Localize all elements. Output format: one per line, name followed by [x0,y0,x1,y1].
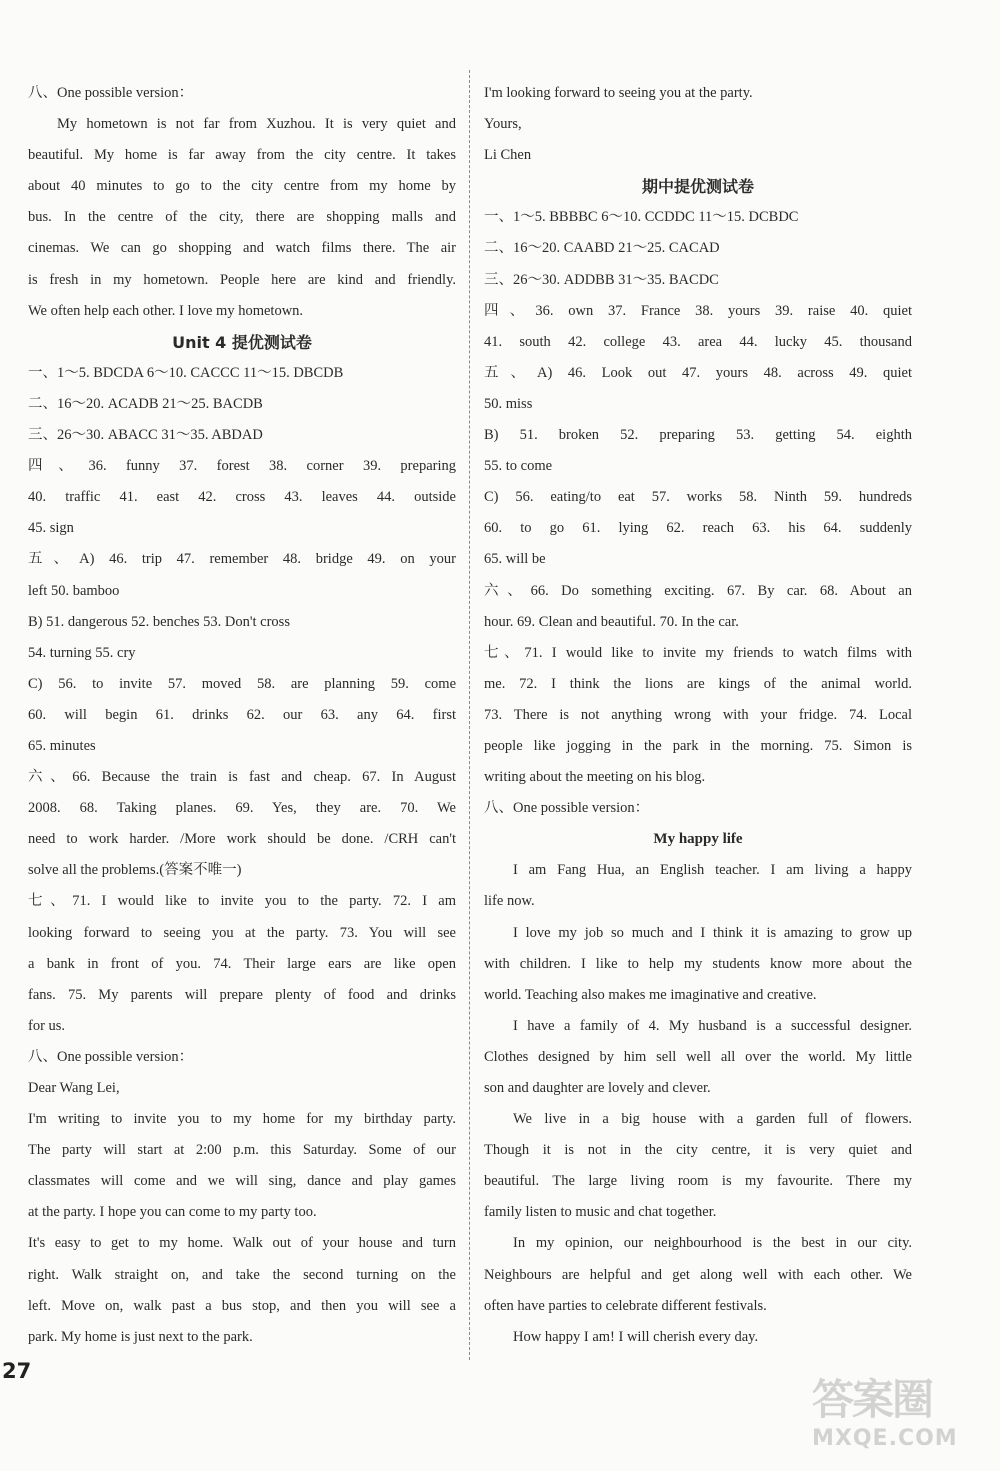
answer-line: 65. will be [484,551,546,568]
answer-line: 60. will begin 61. drinks 62. our 63. any 64. first [28,706,456,723]
essay-line: How happy I am! I will cherish every day. [513,1328,759,1345]
answer-line: looking forward to seeing you at the party. 73. You will see [28,924,456,941]
essay-line: Clothes designed by him sell well all over the world. My little [484,1048,912,1065]
answer-line: writing about the meeting on his blog. [484,769,706,786]
letter-line: The party will start at 2:00 p.m. this Saturday. Some of our [28,1142,456,1159]
essay-line: Though it is not in the city centre, it is very quiet and [484,1142,912,1159]
letter-line: Li Chen [484,147,532,164]
answer-line: 60. to go 61. lying 62. reach 63. his 64. suddenly [484,520,912,537]
answer-line: B) 51. dangerous 52. benches 53. Don't cross [28,613,290,630]
answer-line: 55. to come [484,458,553,475]
essay-line: is fresh in my hometown. People here are kind and friendly. [28,271,456,288]
answer-line: 二、16～20. ACADB 21～25. BACDB [28,395,263,412]
answer-line: 41. south 42. college 43. area 44. lucky 45. thousand [484,333,912,350]
essay-line: beautiful. My home is far away from the city centre. It takes [28,147,456,164]
answer-line: 40. traffic 41. east 42. cross 43. leaves 44. outside [28,489,456,506]
essay-line: son and daughter are lovely and clever. [484,1080,711,1096]
essay-line: I have a family of 4. My husband is a successful designer. [513,1017,912,1034]
letter-line: I'm looking forward to seeing you at the party. [484,85,753,101]
answer-line: 七、71. I would like to invite my friends to watch films with [484,644,912,661]
essay-line: cinemas. We can go shopping and watch films there. The air [28,240,456,257]
essay-line: world. Teaching also makes me imaginative and creative. [484,986,817,1003]
essay-line: Neighbours are helpful and get along well with each other. We [484,1266,912,1283]
essay-line: often have parties to celebrate different festivals. [484,1297,767,1314]
midterm-title: 期中提优测试卷 [641,177,754,197]
unit4-title: Unit 4 提优测试卷 [172,332,312,352]
answer-line: solve all the problems.(答案不唯一) [28,862,242,879]
answer-line: 四、36. own 37. France 38. yours 39. raise 40. quiet [484,302,912,319]
answer-line: 2008. 68. Taking planes. 69. Yes, they are. 70. We [28,800,456,817]
page-number: 27 [2,1359,32,1383]
answer-line: for us. [28,1017,66,1034]
essay-line: In my opinion, our neighbourhood is the best in our city. [513,1235,912,1252]
answer-line: 三、26～30. ABACC 31～35. ABDAD [28,427,263,444]
essay-line: with children. I like to help my students know more about the [484,955,912,972]
column-divider [469,70,470,1360]
essay-line: about 40 minutes to go to the city centre from my home by [28,178,456,195]
answer-line: 七、71. I would like to invite you to the party. 72. I am [28,893,456,910]
watermark-logo: 答案圈 [812,1375,933,1424]
letter-line: park. My home is just next to the park. [28,1328,253,1345]
answer-line: 六、66. Because the train is fast and cheap. 67. In August [28,769,456,786]
answer-line: C) 56. to invite 57. moved 58. are planning 59. come [28,675,456,692]
letter-line: It's easy to get to my home. Walk out of your house and turn [28,1235,456,1252]
answer-line: B) 51. broken 52. preparing 53. getting 54. eighth [484,427,912,444]
section-heading: 八、One possible version： [484,800,650,817]
answer-line: 50. miss [484,395,533,412]
essay-line: life now. [484,893,535,910]
letter-line: Yours, [484,116,522,133]
answer-line: 三、26～30. ADDBB 31～35. BACDC [484,271,719,288]
answer-line: 65. minutes [28,737,96,754]
answer-line: hour. 69. Clean and beautiful. 70. In the car. [484,613,739,630]
letter-line: right. Walk straight on, and take the second turning on the [28,1266,456,1283]
letter-line: classmates will come and we will sing, dance and play games [28,1173,456,1190]
answer-line: left 50. bamboo [28,582,120,599]
answer-line: me. 72. I think the lions are kings of the animal world. [484,675,912,692]
essay-line: bus. In the centre of the city, there are shopping malls and [28,209,456,226]
section-heading: 八、One possible version： [28,1048,194,1065]
answer-line: 五、A) 46. Look out 47. yours 48. across 49. quiet [484,364,912,381]
essay-line: beautiful. The large living room is my favourite. There my [484,1173,912,1190]
answer-line: 73. There is not anything wrong with your fridge. 74. Local [484,706,912,723]
answer-line: C) 56. eating/to eat 57. works 58. Ninth 59. hundreds [484,489,912,506]
answer-line: need to work harder. /More work should be done. /CRH can't [28,831,456,848]
watermark [812,1375,982,1465]
letter-line: Dear Wang Lei, [28,1080,120,1096]
left-column [28,78,456,1353]
answer-line: 五、A) 46. trip 47. remember 48. bridge 49. on your [28,551,456,568]
answer-line: fans. 75. My parents will prepare plenty of food and drinks [28,986,456,1003]
letter-line: at the party. I hope you can come to my party too. [28,1204,317,1221]
section-heading: 八、One possible version： [28,85,194,101]
essay-line: family listen to music and chat together. [484,1204,717,1221]
answer-line: 45. sign [28,520,74,537]
essay-title: My happy life [653,831,743,848]
answer-line: 一、1～5. BBBBC 6～10. CCDDC 11～15. DCBDC [484,209,799,226]
answer-line: 六、66. Do something exciting. 67. By car. 68. About an [484,582,912,599]
essay-line: We often help each other. I love my hometown. [28,302,304,319]
answer-line: 一、1～5. BDCDA 6～10. CACCC 11～15. DBCDB [28,364,344,381]
answer-line: a bank in front of you. 74. Their large ears are like open [28,955,456,972]
letter-line: left. Move on, walk past a bus stop, and then you will see a [28,1297,456,1314]
watermark-url: MXQE.COM [812,1426,958,1451]
essay-line: We live in a big house with a garden full of flowers. [513,1111,912,1128]
answer-line: 54. turning 55. cry [28,644,136,661]
essay-line: My hometown is not far from Xuzhou. It is very quiet and [57,116,456,133]
essay-line: I am Fang Hua, an English teacher. I am living a happy [513,862,912,879]
answer-line: 四、36. funny 37. forest 38. corner 39. preparing [28,458,456,475]
answer-line: 二、16～20. CAABD 21～25. CACAD [484,240,720,257]
right-column [484,78,912,1353]
essay-line: I love my job so much and I think it is amazing to grow up [513,924,912,941]
letter-line: I'm writing to invite you to my home for my birthday party. [28,1111,456,1128]
answer-line: people like jogging in the park in the morning. 75. Simon is [484,737,912,754]
